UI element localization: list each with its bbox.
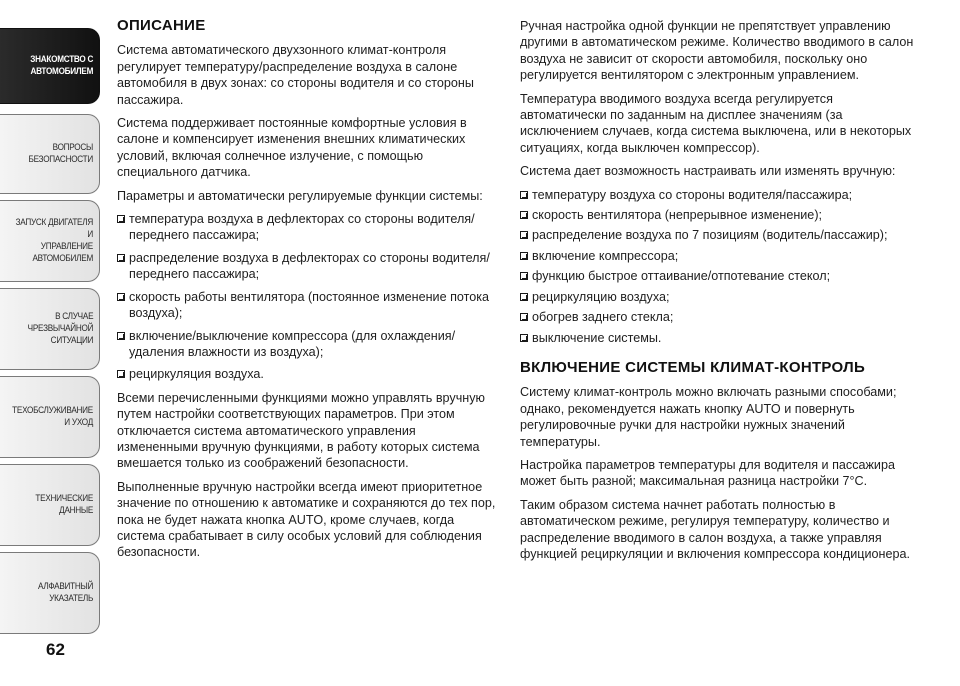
list-item: распределение воздуха по 7 позициям (водитель/пассажир);: [520, 227, 920, 243]
checkbox-bullet-icon: [520, 252, 528, 260]
list-item: рециркуляцию воздуха;: [520, 289, 920, 305]
tab-label: ВОПРОСЫ БЕЗОПАСНОСТИ: [28, 142, 93, 165]
tab-maintenance[interactable]: [0, 376, 100, 458]
list-item: выключение системы.: [520, 330, 920, 346]
checkbox-bullet-icon: [117, 215, 125, 223]
list-item: включение/выключение компрессора (для охлаждения/удаления влажности из воздуха);: [117, 328, 497, 361]
checkbox-bullet-icon: [520, 293, 528, 301]
paragraph: Температура вводимого воздуха всегда регулируется автоматически по заданным на дисплее значениям (за исключением случаев, когда система выключена, или в некоторых ситуациях, когда выключен компрессор).: [520, 91, 912, 155]
tab-technical-data[interactable]: [0, 464, 100, 546]
paragraph: Систему климат-контроль можно включать разными способами; однако, рекомендуется нажать кнопку AUTO и повернуть регулировочные ручки для настройки нужных значений температуры.: [520, 385, 897, 449]
tab-label: ЗНАКОМСТВО С АВТОМОБИЛЕМ: [30, 54, 93, 77]
paragraph: Всеми перечисленными функциями можно управлять вручную путем настройки соответствующих параметров. При этом отключается система автоматического управления измененными вручную функциями, в работу которых система вмешается только из соображений безопасности.: [117, 390, 485, 471]
checkbox-bullet-icon: [520, 191, 528, 199]
checkbox-bullet-icon: [520, 313, 528, 321]
tab-index[interactable]: [0, 552, 100, 634]
paragraph: Таким образом система начнет работать полностью в автоматическом режиме, регулируя температуру, количество и распределение вводимого в салон воздуха, а также управляя функцией рециркуляции и включения компрессора кондиционера.: [520, 497, 911, 561]
tab-emergency[interactable]: [0, 288, 100, 370]
paragraph: Система автоматического двухзонного климат-контроля регулирует температуру/распределение воздуха в салоне автомобиля в двух зонах: со стороны водителя и со стороны пассажира.: [117, 43, 474, 107]
checkbox-bullet-icon: [520, 334, 528, 342]
paragraph: Система дает возможность настраивать или изменять вручную:: [520, 164, 896, 179]
tab-label: ТЕХНИЧЕСКИЕ ДАННЫЕ: [35, 493, 93, 516]
paragraph: Ручная настройка одной функции не препятствует управлению другими в автоматическом режиме. Количество вводимого в салон воздуха не зависит от скорости автомобиля, поскольку оно регулируется вентилятором с электронным управлением.: [520, 19, 914, 83]
tab-safety[interactable]: [0, 114, 100, 194]
list-item: рециркуляция воздуха.: [117, 366, 497, 382]
page-number: 62: [46, 640, 65, 659]
paragraph: Выполненные вручную настройки всегда имеют приоритетное значение по отношению к автоматике и сохраняются до тех пор, пока не будет нажата кнопка AUTO, кроме случаев, когда система срабатывает в силу особых условий для соблюдения безопасности.: [117, 479, 496, 560]
paragraph: Параметры и автоматически регулируемые функции системы:: [117, 188, 483, 203]
list-item: температура воздуха в дефлекторах со стороны водителя/переднего пассажира;: [117, 211, 497, 244]
tab-introduction[interactable]: [0, 28, 100, 104]
tab-label: ТЕХОБСЛУЖИВАНИЕ И УХОД: [12, 405, 93, 428]
list-item: включение компрессора;: [520, 248, 920, 264]
checkbox-bullet-icon: [520, 211, 528, 219]
list-item: обогрев заднего стекла;: [520, 309, 920, 325]
list-item: скорость работы вентилятора (постоянное изменение потока воздуха);: [117, 289, 497, 322]
list-item: распределение воздуха в дефлекторах со стороны водителя/переднего пассажира;: [117, 250, 497, 283]
paragraph: Настройка параметров температуры для водителя и пассажира может быть разной; максимальная разница настройки 7°C.: [520, 457, 895, 489]
tab-label: В СЛУЧАЕ ЧРЕЗВЫЧАЙНОЙ СИТУАЦИИ: [27, 311, 93, 346]
auto-functions-list: [117, 211, 497, 383]
right-column: [520, 18, 920, 569]
checkbox-bullet-icon: [117, 293, 125, 301]
checkbox-bullet-icon: [117, 332, 125, 340]
tab-starting-driving[interactable]: [0, 200, 100, 282]
list-item: функцию быстрое оттаивание/отпотевание стекол;: [520, 268, 920, 284]
section-heading-description: ОПИСАНИЕ: [117, 17, 206, 34]
section-heading-system-activation: ВКЛЮЧЕНИЕ СИСТЕМЫ КЛИМАТ-КОНТРОЛЬ: [520, 358, 866, 376]
tab-label: ЗАПУСК ДВИГАТЕЛЯ И УПРАВЛЕНИЕ АВТОМОБИЛЕМ: [15, 217, 93, 264]
list-item: скорость вентилятора (непрерывное изменение);: [520, 207, 920, 223]
checkbox-bullet-icon: [117, 254, 125, 262]
list-item: температуру воздуха со стороны водителя/пассажира;: [520, 187, 920, 203]
tab-label: АЛФАВИТНЫЙ УКАЗАТЕЛЬ: [37, 581, 93, 604]
paragraph: Система поддерживает постоянные комфортные условия в салоне и компенсирует изменения внешних климатических условий, включая солнечное излучение, с помощью специального датчика.: [117, 116, 467, 180]
chapter-tabs: [0, 0, 100, 686]
manual-functions-list: [520, 187, 920, 346]
checkbox-bullet-icon: [117, 370, 125, 378]
checkbox-bullet-icon: [520, 231, 528, 239]
checkbox-bullet-icon: [520, 272, 528, 280]
left-column: [117, 18, 497, 568]
